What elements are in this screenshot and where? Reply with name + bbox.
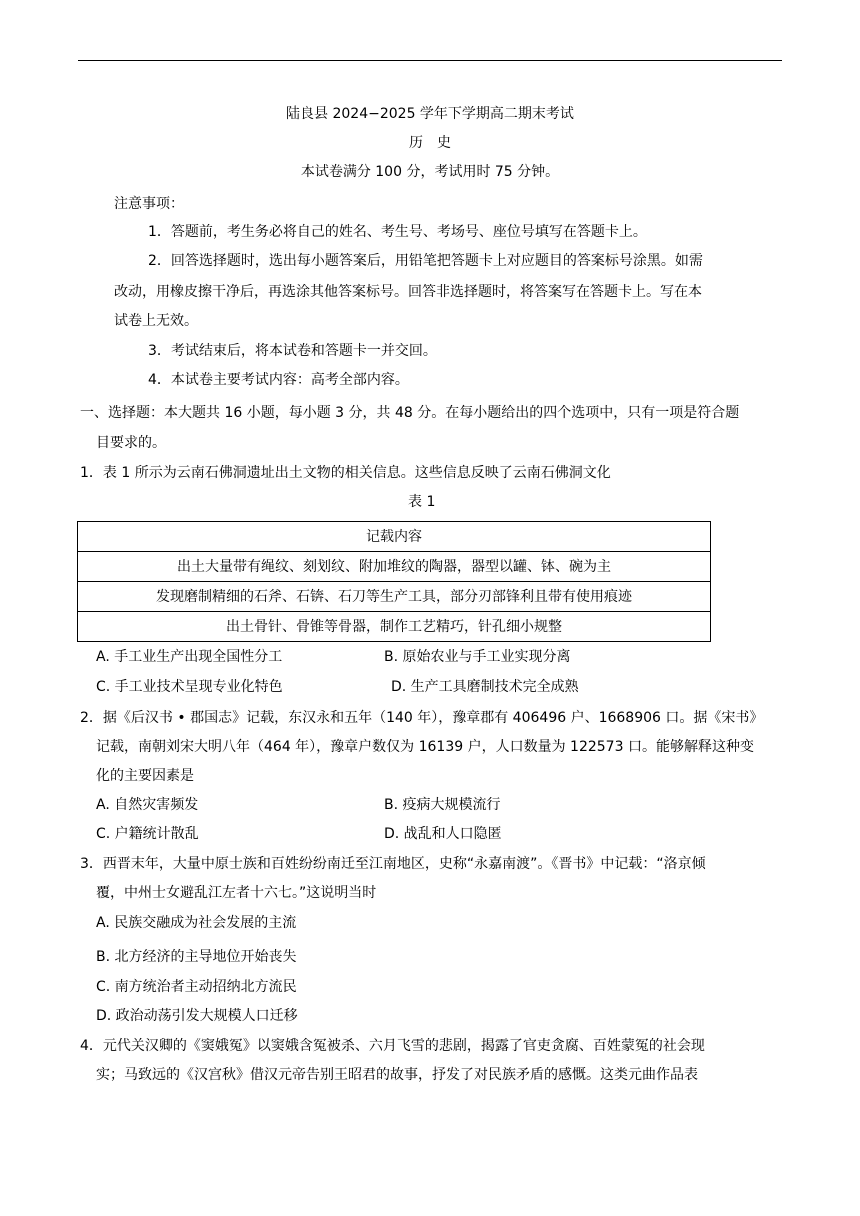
q2-option-a: A. 自然灾害频发 [96, 797, 199, 813]
q2-line-2: 记载，南朝刘宋大明八年（464 年），豫章户数仅为 16139 户，人口数量为 122573 口。能够解释这种变 [96, 739, 754, 755]
header-rule [78, 60, 782, 61]
q3-line-1: 3．西晋末年，大量中原士族和百姓纷纷南迁至江南地区，史称“永嘉南渡”。《晋书》中记载：“洛京倾 [80, 856, 706, 872]
q1-table [77, 521, 711, 642]
q2-line-3: 化的主要因素是 [96, 768, 194, 784]
note-item-2-line-3: 试卷上无效。 [114, 313, 198, 329]
note-item-2-line-2: 改动，用橡皮擦干净后，再选涂其他答案标号。回答非选择题时，将答案写在答题卡上。写在本 [114, 284, 702, 300]
q2-option-b: B. 疫病大规模流行 [384, 797, 501, 813]
q3-option-b: B. 北方经济的主导地位开始丧失 [96, 949, 297, 965]
q1-option-a: A. 手工业生产出现全国性分工 [96, 649, 283, 665]
section-1-line-1: 一、选择题：本大题共 16 小题，每小题 3 分，共 48 分。在每小题给出的四个选项中，只有一项是符合题 [80, 405, 740, 421]
table-row: 出土大量带有绳纹、刻划纹、附加堆纹的陶器，器型以罐、钵、碗为主 [78, 552, 711, 582]
q4-line-2: 实；马致远的《汉宫秋》借汉元帝告别王昭君的故事，抒发了对民族矛盾的感慨。这类元曲作品表 [96, 1067, 698, 1083]
q1-option-c: C. 手工业技术呈现专业化特色 [96, 679, 283, 695]
q2-option-c: C. 户籍统计散乱 [96, 826, 199, 842]
section-1-line-2: 目要求的。 [96, 435, 166, 451]
table-header: 记载内容 [78, 522, 711, 552]
note-item-3: 3．考试结束后，将本试卷和答题卡一并交回。 [148, 343, 437, 359]
exam-subject: 历 史 [409, 135, 451, 151]
q3-line-2: 覆，中州士女避乱江左者十六七。”这说明当时 [96, 885, 377, 901]
q3-option-c: C. 南方统治者主动招纳北方流民 [96, 979, 297, 995]
q2-option-d: D. 战乱和人口隐匿 [384, 826, 502, 842]
exam-info: 本试卷满分 100 分，考试用时 75 分钟。 [300, 164, 560, 180]
table-row: 出土骨针、骨锥等骨器，制作工艺精巧，针孔细小规整 [78, 612, 711, 642]
q3-option-a: A. 民族交融成为社会发展的主流 [96, 915, 297, 931]
q1-option-d: D. 生产工具磨制技术完全成熟 [391, 679, 579, 695]
exam-title: 陆良县 2024−2025 学年下学期高二期末考试 [286, 106, 574, 122]
q4-line-1: 4．元代关汉卿的《窦娥冤》以窦娥含冤被杀、六月飞雪的悲剧，揭露了官吏贪腐、百姓蒙冤的社会现 [80, 1038, 705, 1054]
notes-heading: 注意事项： [114, 196, 184, 212]
note-item-2-line-1: 2．回答选择题时，选出每小题答案后，用铅笔把答题卡上对应题目的答案标号涂黑。如需 [148, 253, 703, 269]
table-caption: 表 1 [408, 494, 436, 510]
q1-stem: 1．表 1 所示为云南石佛洞遗址出土文物的相关信息。这些信息反映了云南石佛洞文化 [80, 465, 611, 481]
note-item-4: 4．本试卷主要考试内容：高考全部内容。 [148, 372, 409, 388]
q2-line-1: 2．据《后汉书 • 郡国志》记载，东汉永和五年（140 年），豫章郡有 406496 户、1668906 口。据《宋书》 [80, 710, 764, 726]
note-item-1: 1．答题前，考生务必将自己的姓名、考生号、考场号、座位号填写在答题卡上。 [148, 224, 647, 240]
q3-option-d: D. 政治动荡引发大规模人口迁移 [96, 1008, 298, 1024]
q1-option-b: B. 原始农业与手工业实现分离 [384, 649, 571, 665]
table-row: 发现磨制精细的石斧、石锛、石刀等生产工具，部分刃部锋利且带有使用痕迹 [78, 582, 711, 612]
